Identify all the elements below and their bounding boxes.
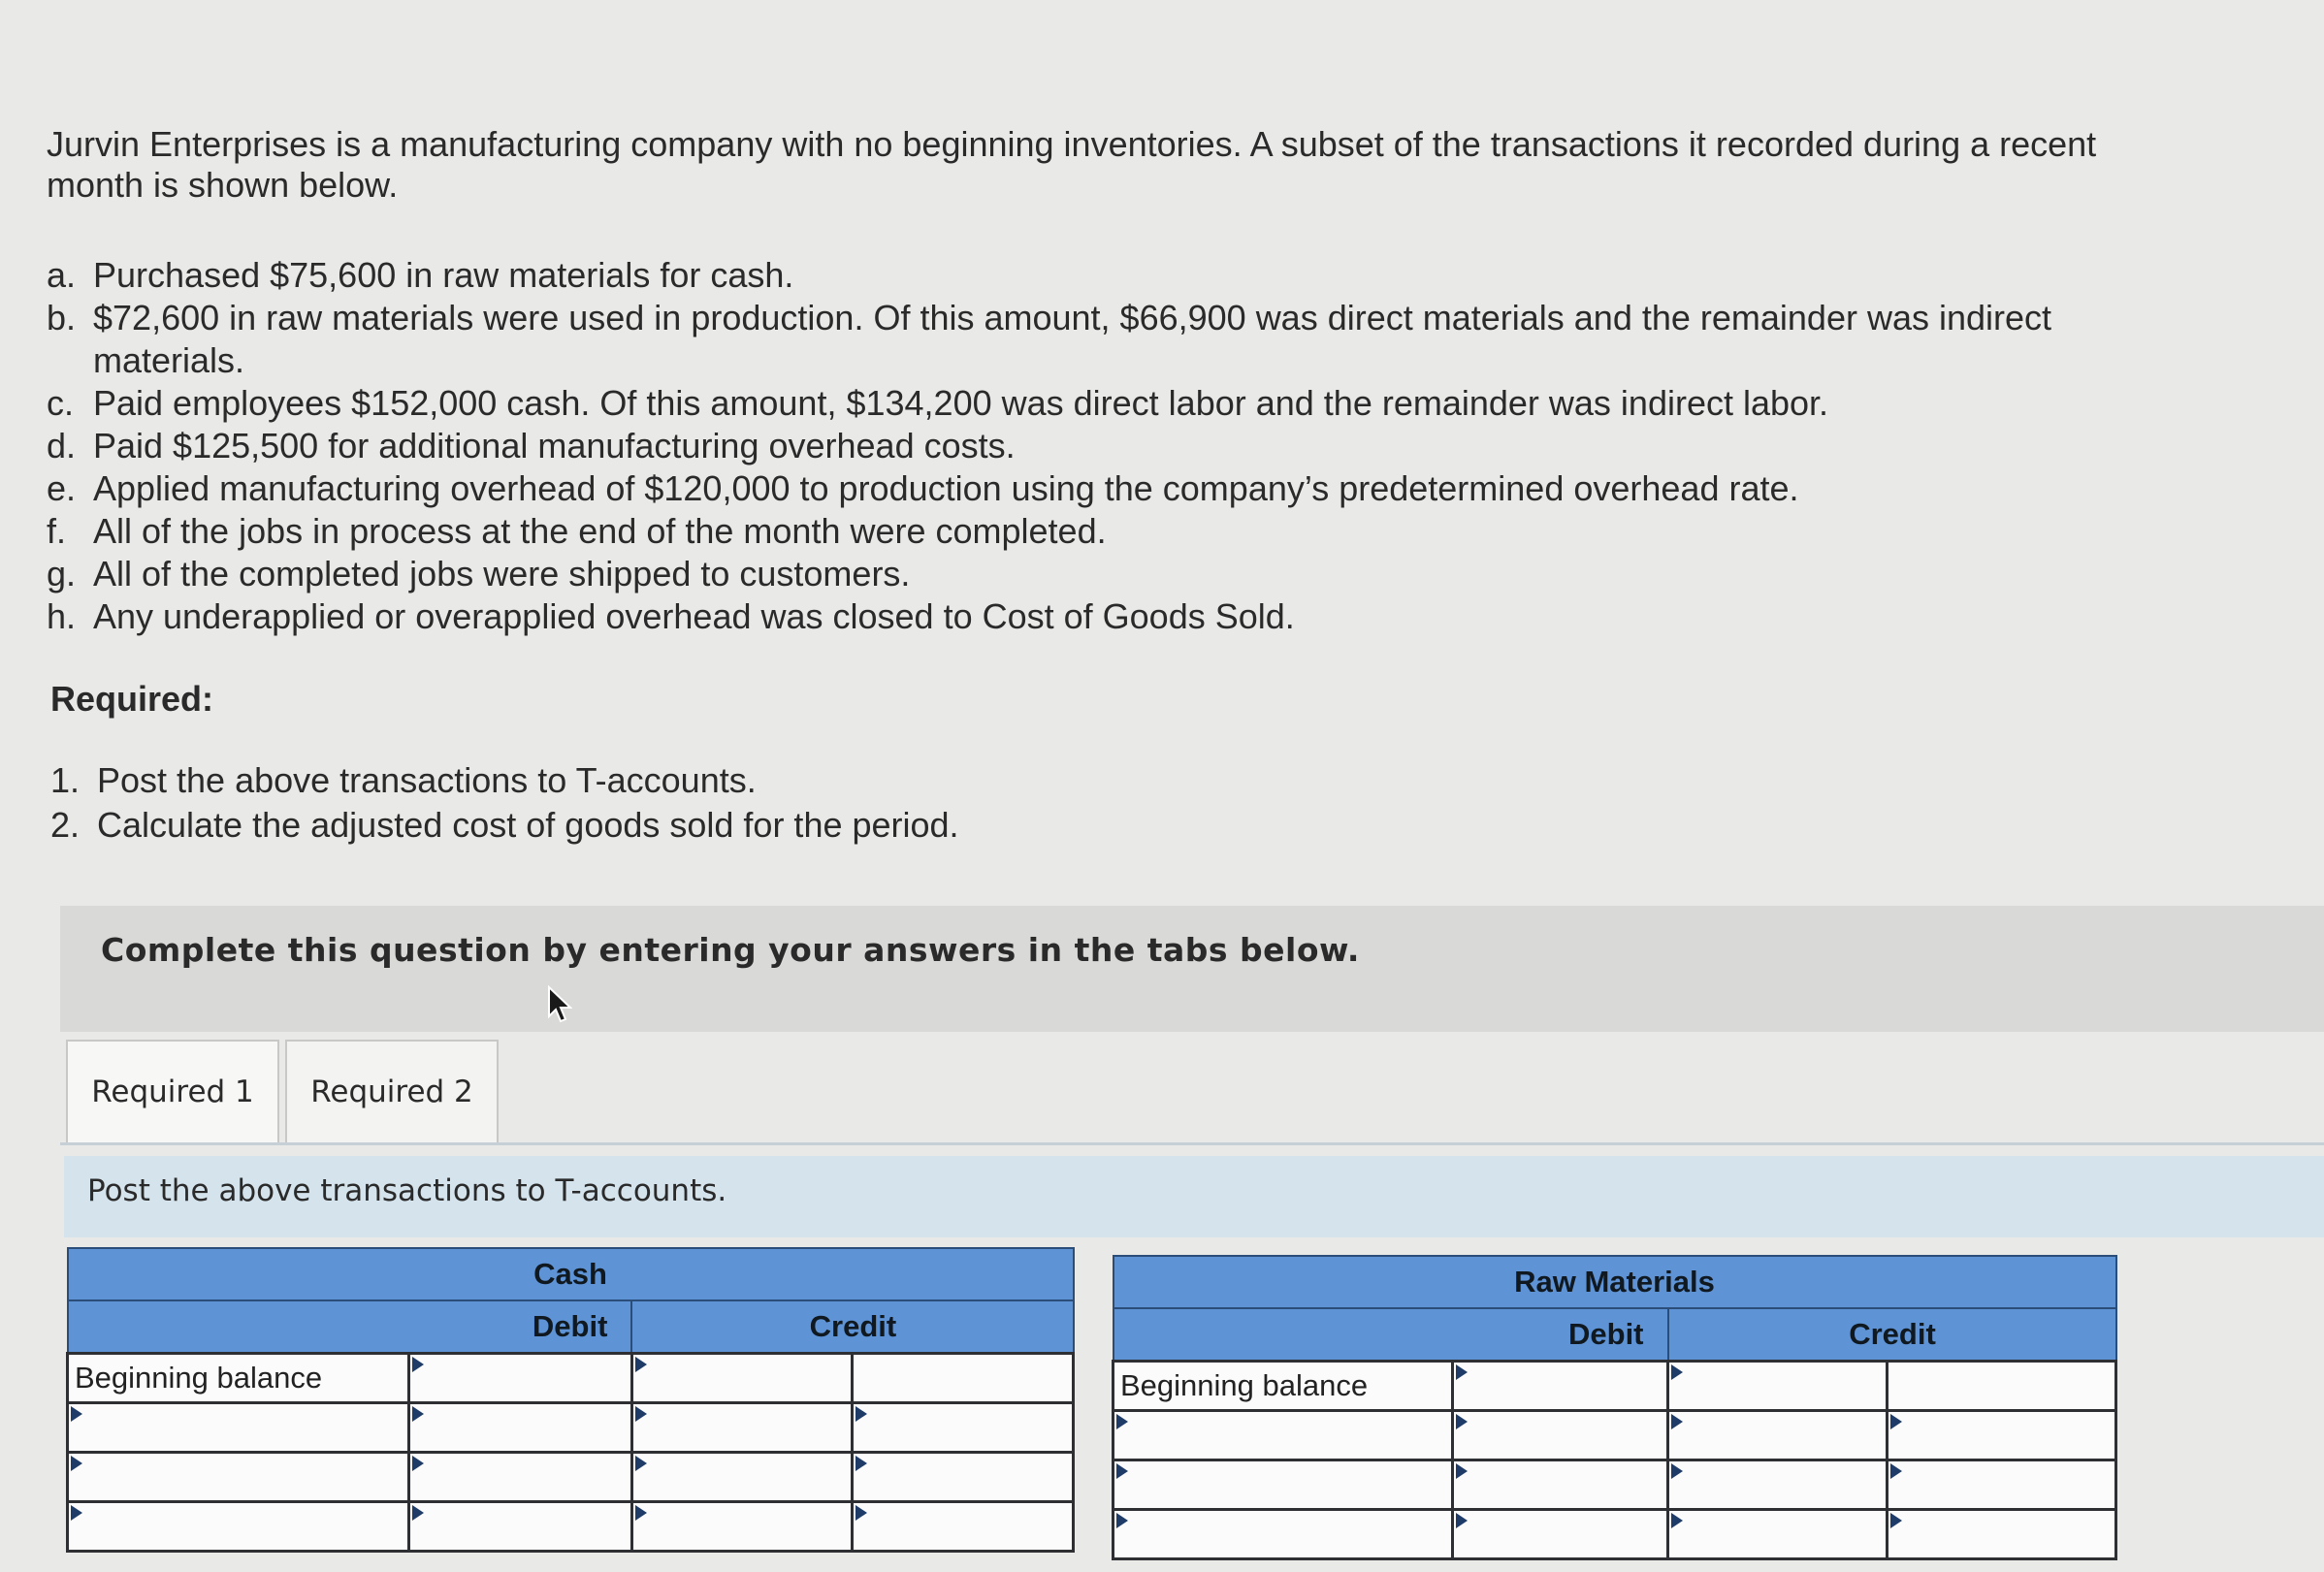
tab-required-2[interactable]: Required 2 — [285, 1040, 499, 1142]
input-marker-icon — [71, 1456, 82, 1471]
debit-amount-input[interactable] — [1454, 1461, 1666, 1508]
input-marker-icon — [855, 1406, 867, 1422]
debit-label-input[interactable] — [69, 1454, 407, 1500]
input-marker-icon — [1456, 1364, 1468, 1380]
credit-amount-input[interactable] — [854, 1503, 1072, 1550]
table-row — [1114, 1460, 2116, 1510]
credit-amount-input[interactable] — [1888, 1363, 2114, 1409]
list-item — [50, 803, 1505, 848]
amount-cell[interactable] — [409, 1453, 632, 1502]
cash-t-account — [66, 1247, 1075, 1553]
list-item — [47, 467, 2180, 510]
transaction-list — [47, 254, 2180, 638]
credit-label-input[interactable] — [633, 1404, 852, 1451]
mouse-cursor-icon — [545, 985, 572, 1024]
label-cell[interactable] — [631, 1502, 853, 1552]
debit-label-input[interactable] — [1114, 1511, 1451, 1557]
input-marker-icon — [635, 1357, 647, 1372]
item-letter: d. — [47, 426, 77, 465]
input-marker-icon — [1890, 1414, 1902, 1429]
tab-subtitle-bar — [64, 1156, 2324, 1237]
debit-amount-input[interactable] — [1454, 1363, 1666, 1409]
input-marker-icon — [412, 1505, 424, 1521]
credit-header: Credit — [1668, 1308, 2116, 1362]
debit-label-input[interactable] — [1114, 1461, 1451, 1508]
debit-amount-input[interactable] — [1454, 1412, 1666, 1459]
item-letter: a. — [47, 255, 77, 295]
debit-header: Debit — [68, 1300, 632, 1354]
label-cell[interactable] — [631, 1354, 853, 1403]
amount-cell[interactable] — [853, 1502, 1074, 1552]
input-marker-icon — [1671, 1364, 1683, 1380]
input-marker-icon — [412, 1406, 424, 1422]
table-row — [68, 1453, 1074, 1502]
debit-amount-input[interactable] — [410, 1454, 630, 1500]
account-title: Cash — [68, 1248, 1074, 1300]
credit-amount-input[interactable] — [1888, 1461, 2114, 1508]
input-marker-icon — [635, 1505, 647, 1521]
item-number: 1. — [50, 760, 81, 800]
item-letter: h. — [47, 596, 77, 636]
label-cell[interactable] — [1668, 1460, 1888, 1510]
input-marker-icon — [71, 1406, 82, 1422]
amount-cell[interactable] — [1453, 1411, 1668, 1460]
amount-cell[interactable] — [853, 1403, 1074, 1453]
input-marker-icon — [1671, 1414, 1683, 1429]
amount-cell[interactable] — [1453, 1362, 1668, 1411]
item-text: Applied manufacturing overhead of $120,000 to production using the company’s predetermined overhead rate. — [93, 468, 1799, 508]
debit-amount-input[interactable] — [1454, 1511, 1666, 1557]
input-marker-icon — [1671, 1463, 1683, 1479]
item-letter: e. — [47, 468, 77, 508]
label-cell[interactable] — [631, 1453, 853, 1502]
table-row — [1114, 1411, 2116, 1460]
list-item — [50, 758, 1505, 803]
amount-cell[interactable] — [1453, 1510, 1668, 1559]
item-letter: f. — [47, 511, 67, 551]
beginning-balance-label: Beginning balance — [68, 1354, 409, 1403]
label-cell[interactable] — [1114, 1510, 1453, 1559]
input-marker-icon — [1890, 1513, 1902, 1528]
input-marker-icon — [1116, 1513, 1128, 1528]
credit-amount-input[interactable] — [854, 1454, 1072, 1500]
credit-amount-input[interactable] — [854, 1355, 1072, 1401]
list-item — [47, 254, 2180, 297]
label-cell[interactable] — [1668, 1510, 1888, 1559]
item-text: Any underapplied or overapplied overhead was closed to Cost of Goods Sold. — [93, 596, 1295, 636]
credit-header: Credit — [631, 1300, 1073, 1354]
debit-amount-input[interactable] — [410, 1404, 630, 1451]
amount-cell[interactable] — [409, 1403, 632, 1453]
debit-label-input[interactable] — [69, 1503, 407, 1550]
list-item — [47, 595, 2180, 638]
item-number: 2. — [50, 805, 81, 845]
list-item — [47, 297, 2180, 382]
credit-amount-input[interactable] — [854, 1404, 1072, 1451]
item-letter: b. — [47, 298, 77, 337]
item-text: Post the above transactions to T-accounts. — [97, 760, 757, 800]
label-cell[interactable] — [68, 1403, 409, 1453]
item-letter: g. — [47, 554, 77, 594]
amount-cell[interactable] — [1888, 1510, 2116, 1559]
amount-cell[interactable] — [1888, 1460, 2116, 1510]
input-marker-icon — [1456, 1414, 1468, 1429]
item-text: All of the jobs in process at the end of the month were completed. — [93, 511, 1107, 551]
input-marker-icon — [635, 1406, 647, 1422]
table-row — [68, 1354, 1074, 1403]
tab-required-1[interactable]: Required 1 — [66, 1040, 279, 1142]
label-cell[interactable] — [68, 1502, 409, 1552]
debit-amount-input[interactable] — [410, 1503, 630, 1550]
beginning-balance-label: Beginning balance — [1114, 1362, 1453, 1411]
table-row — [1114, 1362, 2116, 1411]
amount-cell[interactable] — [1888, 1362, 2116, 1411]
table-row — [1114, 1510, 2116, 1559]
item-letter: c. — [47, 383, 75, 423]
instruction-text: Complete this question by entering your answers in the tabs below. — [101, 931, 1360, 969]
raw-materials-t-account — [1112, 1255, 2117, 1560]
input-marker-icon — [1671, 1513, 1683, 1528]
instruction-banner — [60, 906, 2324, 1032]
table-row — [68, 1403, 1074, 1453]
tab-divider — [60, 1142, 2324, 1145]
input-marker-icon — [1890, 1463, 1902, 1479]
required-list — [50, 758, 1505, 848]
item-text: Paid employees $152,000 cash. Of this amount, $134,200 was direct labor and the remainder was indirect labor. — [93, 383, 1829, 423]
input-marker-icon — [1116, 1463, 1128, 1479]
list-item — [47, 553, 2180, 595]
list-item — [47, 425, 2180, 467]
input-marker-icon — [855, 1505, 867, 1521]
credit-label-input[interactable] — [1669, 1412, 1886, 1459]
credit-label-input[interactable] — [1669, 1511, 1886, 1557]
amount-cell[interactable] — [853, 1453, 1074, 1502]
amount-cell[interactable] — [1453, 1460, 1668, 1510]
item-text: Purchased $75,600 in raw materials for cash. — [93, 255, 794, 295]
list-item — [47, 510, 2180, 553]
label-cell[interactable] — [631, 1403, 853, 1453]
credit-amount-input[interactable] — [1888, 1412, 2114, 1459]
input-marker-icon — [635, 1456, 647, 1471]
debit-label-input[interactable] — [1114, 1412, 1451, 1459]
item-text: All of the completed jobs were shipped to customers. — [93, 554, 911, 594]
table-row — [68, 1502, 1074, 1552]
label-cell[interactable] — [1668, 1362, 1888, 1411]
debit-amount-input[interactable] — [410, 1355, 630, 1401]
account-title: Raw Materials — [1114, 1256, 2116, 1308]
debit-header: Debit — [1114, 1308, 1668, 1362]
credit-label-input[interactable] — [633, 1454, 852, 1500]
input-marker-icon — [1456, 1513, 1468, 1528]
amount-cell[interactable] — [1888, 1411, 2116, 1460]
list-item — [47, 382, 2180, 425]
input-marker-icon — [412, 1456, 424, 1471]
label-cell[interactable] — [1114, 1460, 1453, 1510]
label-cell[interactable] — [1114, 1411, 1453, 1460]
tab-subtitle: Post the above transactions to T-accounts. — [87, 1173, 727, 1208]
credit-label-input[interactable] — [633, 1355, 852, 1401]
required-heading: Required: — [50, 679, 214, 719]
input-marker-icon — [855, 1456, 867, 1471]
input-marker-icon — [71, 1505, 82, 1521]
label-cell[interactable] — [68, 1453, 409, 1502]
credit-label-input[interactable] — [1669, 1363, 1886, 1409]
debit-label-input[interactable] — [69, 1404, 407, 1451]
label-cell[interactable] — [1668, 1411, 1888, 1460]
amount-cell[interactable] — [409, 1502, 632, 1552]
input-marker-icon — [1116, 1414, 1128, 1429]
amount-cell[interactable] — [409, 1354, 632, 1403]
amount-cell[interactable] — [853, 1354, 1074, 1403]
credit-label-input[interactable] — [633, 1503, 852, 1550]
input-marker-icon — [1456, 1463, 1468, 1479]
credit-amount-input[interactable] — [1888, 1511, 2114, 1557]
item-text: Paid $125,500 for additional manufacturing overhead costs. — [93, 426, 1016, 465]
input-marker-icon — [412, 1357, 424, 1372]
credit-label-input[interactable] — [1669, 1461, 1886, 1508]
item-text: Calculate the adjusted cost of goods sold for the period. — [97, 805, 959, 845]
problem-intro: Jurvin Enterprises is a manufacturing company with no beginning inventories. A subset of the transactions it recorded during a recent month is shown below. — [47, 124, 2097, 205]
item-text: $72,600 in raw materials were used in production. Of this amount, $66,900 was direct materials and the remainder was indirect materials. — [93, 298, 2052, 380]
